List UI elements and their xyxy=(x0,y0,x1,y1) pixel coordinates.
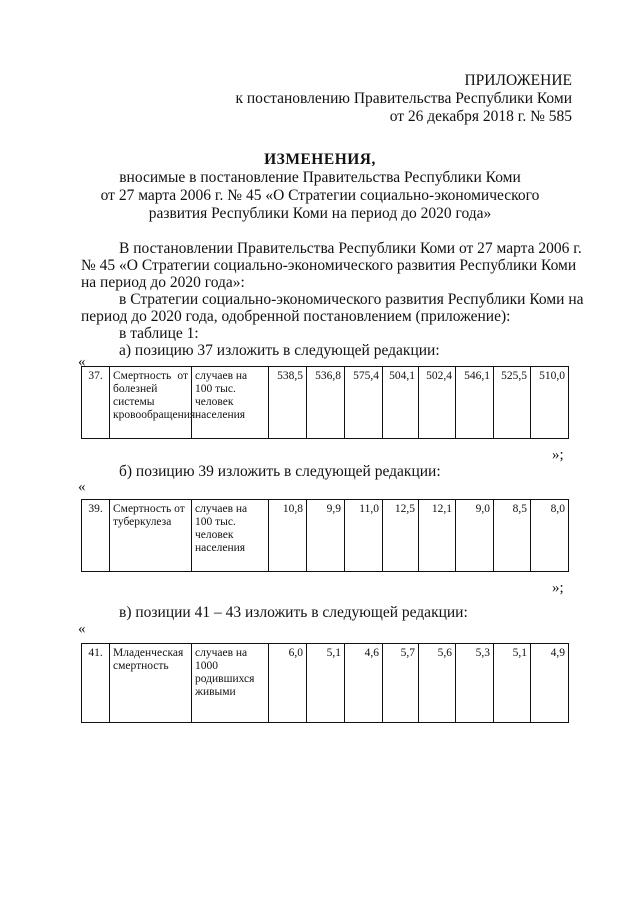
row-number: 37. xyxy=(82,367,110,439)
value-cell: 575,4 xyxy=(345,367,383,439)
indicator-name: Младенческая смертность xyxy=(110,644,192,723)
paragraph-2-line-1: в Стратегии социально-экономического развития Республики Коми на xyxy=(119,291,584,308)
row-number: 41. xyxy=(82,644,110,723)
value-cell: 8,0 xyxy=(531,500,569,572)
value-cell: 546,1 xyxy=(456,367,494,439)
header-appendix: ПРИЛОЖЕНИЕ xyxy=(464,72,572,89)
title-subline-1: вносимые в постановление Правительства Республики Коми xyxy=(119,169,521,186)
value-cell: 5,1 xyxy=(494,644,531,723)
paragraph-1-line-3: на период до 2020 года»: xyxy=(81,274,245,291)
table-row xyxy=(82,500,569,572)
indicator-name: Смертность от туберкулеза xyxy=(110,500,192,572)
value-cell: 536,8 xyxy=(307,367,345,439)
item-b: б) позицию 39 изложить в следующей редакции: xyxy=(119,463,441,480)
row-number: 39. xyxy=(82,500,110,572)
value-cell: 538,5 xyxy=(269,367,307,439)
paragraph-1-line-1: В постановлении Правительства Республики Коми от 27 марта 2006 г. xyxy=(119,240,582,257)
header-date: от 26 декабря 2018 г. № 585 xyxy=(389,108,572,125)
value-cell: 8,5 xyxy=(494,500,531,572)
value-cell: 4,6 xyxy=(345,644,383,723)
indicator-name: Смертность от болезней системы кровообращения xyxy=(110,367,192,439)
document-title: ИЗМЕНЕНИЯ, xyxy=(264,151,376,168)
paragraph-2-line-2: период до 2020 года, одобренной постановлением (приложение): xyxy=(81,308,511,325)
paragraph-3: в таблице 1: xyxy=(119,325,199,342)
table-row xyxy=(82,644,569,723)
close-quote-39: »; xyxy=(552,580,564,596)
item-c: в) позиции 41 – 43 изложить в следующей редакции: xyxy=(119,604,468,621)
close-quote-37: »; xyxy=(552,447,564,463)
value-cell: 5,6 xyxy=(419,644,456,723)
value-cell: 504,1 xyxy=(383,367,419,439)
open-quote-39: « xyxy=(78,479,86,495)
value-cell: 9,9 xyxy=(307,500,345,572)
header-resolution-ref: к постановлению Правительства Республики Коми xyxy=(235,90,572,107)
value-cell: 9,0 xyxy=(456,500,494,572)
value-cell: 10,8 xyxy=(269,500,307,572)
unit-of-measure: случаев на 1000 родившихся живыми xyxy=(192,644,269,723)
paragraph-1-line-2: № 45 «О Стратегии социально-экономического развития Республики Коми xyxy=(81,257,577,274)
value-cell: 502,4 xyxy=(419,367,456,439)
value-cell: 12,1 xyxy=(419,500,456,572)
table-position-41 xyxy=(81,643,569,723)
table-position-37 xyxy=(81,366,569,439)
value-cell: 5,3 xyxy=(456,644,494,723)
unit-of-measure: случаев на 100 тыс. человек населения xyxy=(192,367,269,439)
open-quote-37: « xyxy=(78,354,86,370)
table-row xyxy=(82,367,569,439)
value-cell: 12,5 xyxy=(383,500,419,572)
title-subline-2: от 27 марта 2006 г. № 45 «О Стратегии социально-экономического xyxy=(100,187,540,204)
value-cell: 6,0 xyxy=(269,644,307,723)
table-position-39 xyxy=(81,499,569,572)
value-cell: 4,9 xyxy=(531,644,569,723)
open-quote-41: « xyxy=(78,621,86,637)
value-cell: 510,0 xyxy=(531,367,569,439)
value-cell: 11,0 xyxy=(345,500,383,572)
title-subline-3: развития Республики Коми на период до 2020 года» xyxy=(148,205,492,222)
value-cell: 5,1 xyxy=(307,644,345,723)
unit-of-measure: случаев на 100 тыс. человек населения xyxy=(192,500,269,572)
item-a: а) позицию 37 изложить в следующей редакции: xyxy=(119,342,440,359)
value-cell: 525,5 xyxy=(494,367,531,439)
value-cell: 5,7 xyxy=(383,644,419,723)
